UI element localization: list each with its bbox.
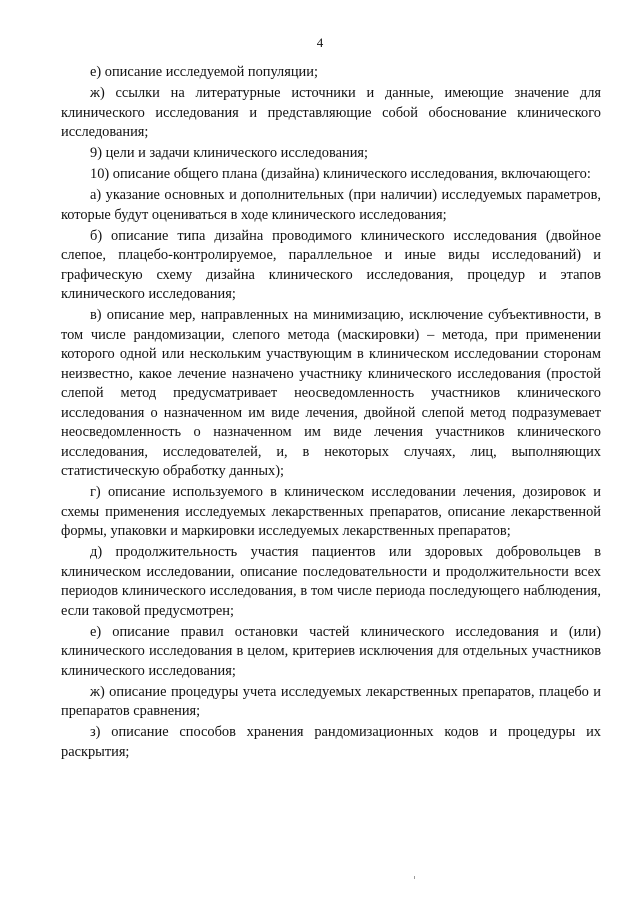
paragraph-zh-drug-accountability: ж) описание процедуры учета исследуемых лекарственных препаратов, плацебо и препаратов сравнения; [61, 683, 601, 719]
paragraph-10-general-plan: 10) описание общего плана (дизайна) клинического исследования, включающего: [90, 166, 591, 182]
page-number: 4 [316, 35, 324, 50]
paragraph-a-parameters: а) указание основных и дополнительных (при наличии) исследуемых параметров, которые будут оцениваться в ходе клинического исследования; [61, 187, 601, 223]
scan-speck [414, 876, 415, 879]
paragraph-zh-literature-references: ж) ссылки на литературные источники и данные, имеющие значение для клинического исследования и представляющие собой обоснование клинического исследования; [61, 85, 601, 140]
paragraph-b-design-type: б) описание типа дизайна проводимого клинического исследования (двойное слепое, плацебо-контролируемое, параллельное и иные виды исследований) и графическую схему дизайна клинического исследования, процедур и этапов клинического исследования; [61, 227, 601, 302]
paragraph-9-goals: 9) цели и задачи клинического исследования; [90, 145, 369, 161]
paragraph-z-randomization-codes: з) описание способов хранения рандомизационных кодов и процедуры их раскрытия; [61, 724, 601, 760]
paragraph-v-bias-minimization: в) описание мер, направленных на минимизацию, исключение субъективности, в том числе рандомизации, слепого метода (маскировки) – метода, при применении которого одной или нескольким участвующим в клиническом исследовании сторонам неизвестно, какое лечение назначено участнику клинического исследования (простой слепой метод предусматривает неосведомленность участников клинического исследования о назначенном им виде лечения, двойной слепой метод подразумевает неосведомленность о назначенном им виде лечения участников клинического исследования, исследователей, и, в некоторых случаях, лиц, выполняющих статистическую обработку данных); [61, 307, 601, 479]
document-body [61, 63, 601, 764]
paragraph-e-stopping-rules: е) описание правил остановки частей клинического исследования и (или) клинического исследования в целом, критериев исключения для отдельных участников клинического исследования; [61, 623, 601, 679]
paragraph-d-participation-duration: д) продолжительность участия пациентов или здоровых добровольцев в клиническом исследовании, описание последовательности и продолжительности всех периодов клинического исследования, в том числе периода последующего наблюдения, если таковой предусмотрен; [61, 544, 601, 619]
paragraph-g-treatment-description: г) описание используемого в клиническом исследовании лечения, дозировок и схемы применения исследуемых лекарственных препаратов, описание лекарственной формы, упаковки и маркировки исследуемых лекарственных препаратов; [61, 484, 601, 539]
paragraph-e-population: е) описание исследуемой популяции; [90, 64, 318, 80]
